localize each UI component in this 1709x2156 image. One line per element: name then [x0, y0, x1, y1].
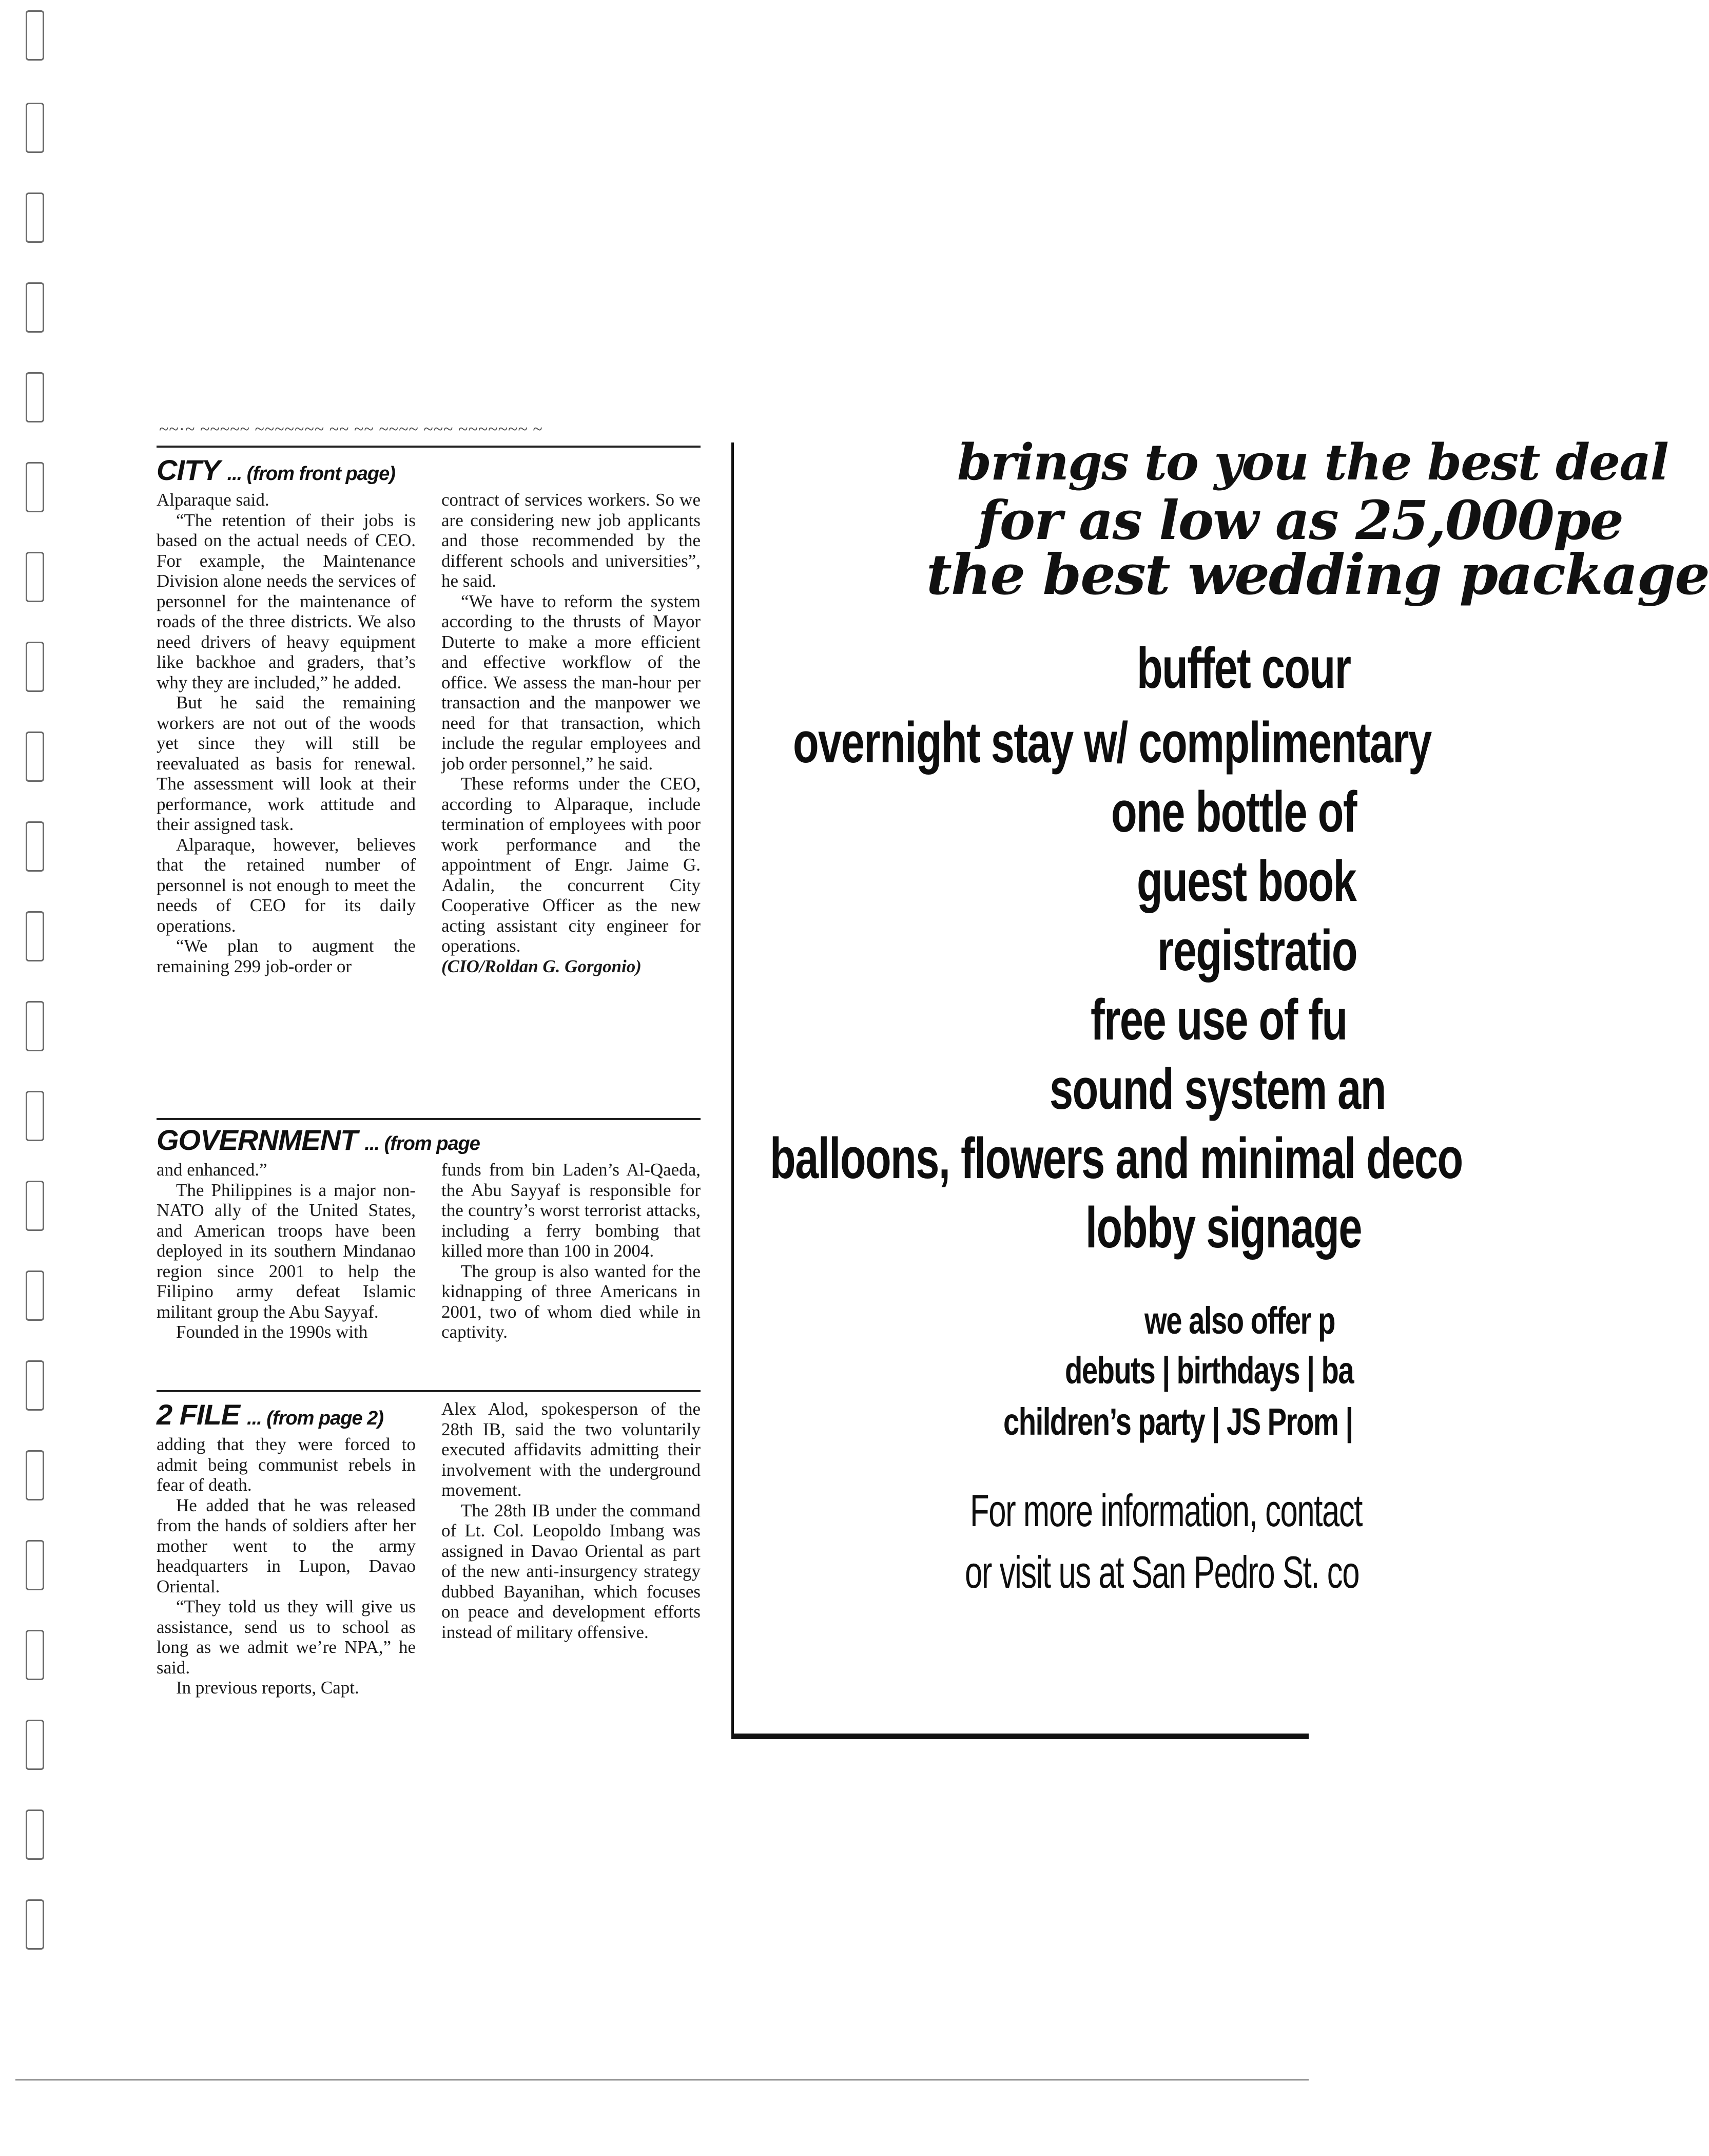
article-column: funds from bin Laden’s Al-Qaeda, the Abu Sayyaf is responsible for the country’s worst terrorist attacks, including a ferry bombing that killed more than 100 in 2004. The group is also wanted for the kidnapping of three Americans in 2001, two of whom died while in captivity.: [441, 1160, 701, 1342]
ad-feature: sound system an: [1050, 1057, 1386, 1121]
article-kicker: 2 FILE ... (from page 2): [157, 1398, 383, 1431]
binder-hole: [26, 1540, 44, 1590]
binder-hole: [26, 1810, 44, 1860]
ad-script-line: for as low as 25,000pe: [978, 489, 1623, 552]
binder-hole: [26, 1720, 44, 1770]
ad-also-offer: we also offer p: [1144, 1299, 1335, 1342]
binder-hole: [26, 1899, 44, 1950]
article-column: Alex Alod, spokesperson of the 28th IB, said the two voluntarily executed affidavits admitting their involvement with the underground movement. The 28th IB under the command of Lt. Col. Leopoldo Imbang was assigned in Davao Oriental as part of the new anti-insurgency strategy dubbed Bayanihan, which focuses on peace and development efforts instead of military offensive.: [441, 1399, 701, 1642]
binder-hole: [26, 821, 44, 872]
binder-hole: [26, 732, 44, 782]
binder-hole: [26, 642, 44, 692]
clipped-headline: ~~·~ ~~~~~ ~~~~~~~ ~~ ~~ ~~~~ ~~~ ~~~~~~~ ~: [159, 420, 543, 439]
article-column: Alparaque said. “The retention of their jobs is based on the actual needs of CEO. For example, the Maintenance Division alone needs the services of personnel for the maintenance of roads of the three districts. We also need drivers of heavy equipment like backhoe and graders, that’s why they are included,” he added. But he said the remaining workers are not out of the woods yet since they will still be reevaluated as basis for renewal. The assessment will look at their performance, work attitude and their assigned task. Alparaque, however, believes that the retained number of personnel is not enough to meet the needs of CEO for its daily operations. “We plan to augment the remaining 299 job-order or: [157, 490, 416, 976]
ad-script-line: the best wedding package: [926, 543, 1709, 607]
article-credit: (CIO/Roldan G. Gorgonio): [441, 956, 642, 976]
ad-feature: one bottle of: [1111, 780, 1356, 844]
page-bottom-rule: [15, 2079, 1309, 2081]
ad-events: debuts | birthdays | ba: [1065, 1349, 1354, 1392]
article-column: and enhanced.” The Philippines is a major non-NATO ally of the United States, and American troops have been deployed in its southern Mindanao region since 2001 to help the Filipino army defeat Islamic militant group the Abu Sayyaf. Founded in the 1990s with: [157, 1160, 416, 1342]
section-rule: [157, 1390, 701, 1392]
article-file: [157, 1399, 701, 1698]
binder-hole: [26, 552, 44, 602]
binder-hole: [26, 462, 44, 512]
ad-feature: guest book: [1137, 849, 1356, 913]
top-rule: [157, 446, 701, 448]
section-rule: [157, 1118, 701, 1120]
ad-script-line: brings to you the best deal: [957, 433, 1668, 491]
article-kicker: GOVERNMENT ... (from page: [157, 1124, 480, 1156]
article-government: [157, 1124, 701, 1342]
binder-hole: [26, 1270, 44, 1321]
binder-hole: [26, 1001, 44, 1051]
article-city: [157, 454, 701, 976]
ad-feature: overnight stay w/ complimentary: [793, 710, 1431, 775]
binder-hole: [26, 103, 44, 153]
ad-feature: balloons, flowers and minimal deco: [770, 1126, 1463, 1190]
binder-hole: [26, 1091, 44, 1141]
ad-contact: For more information, contact: [970, 1485, 1362, 1536]
ad-border: [731, 442, 734, 1739]
wedding-advertisement: [731, 433, 1709, 1739]
ad-feature: lobby signage: [1085, 1196, 1362, 1260]
binder-hole: [26, 1450, 44, 1500]
article-kicker: CITY ... (from front page): [157, 454, 395, 486]
ad-contact: or visit us at San Pedro St. co: [965, 1547, 1360, 1597]
binder-hole: [26, 911, 44, 961]
article-column: 2 FILE ... (from page 2) adding that they were forced to admit being communist rebels in fear of death. He added that he was released from the hands of soldiers after her mother went to the army headquarters in Lupon, Davao Oriental. “They told us they will give us assistance, send us to school as long as we admit we’re NPA,” he said. In previous reports, Capt.: [157, 1398, 416, 1698]
binder-hole: [26, 1630, 44, 1680]
binder-hole: [26, 192, 44, 243]
binder-holes: [26, 10, 51, 1971]
article-column: contract of services workers. So we are considering new job applicants and those recommended by the different schools and universities”, he said. “We have to reform the system according to the thrusts of Mayor Duterte to make a more efficient and effective workflow of the office. We assess the man-hour per transaction and the manpower we need for that transaction, which include the regular employees and job order personnel,” he said. These reforms under the CEO, according to Alparaque, include termination of employees with poor work performance and the appointment of Engr. Jaime G. Adalin, the concurrent City Cooperative Officer as the new acting assistant city engineer for operations. (CIO/Roldan G. Gorgonio): [441, 490, 701, 976]
binder-hole: [26, 1360, 44, 1411]
ad-feature: free use of fu: [1091, 988, 1347, 1052]
ad-feature: registratio: [1157, 918, 1357, 983]
ad-border: [731, 1734, 1309, 1739]
binder-hole: [26, 282, 44, 333]
binder-hole: [26, 1181, 44, 1231]
binder-hole: [26, 10, 44, 61]
binder-hole: [26, 372, 44, 422]
ad-feature: buffet cour: [1137, 636, 1351, 700]
ad-events: children’s party | JS Prom |: [1003, 1400, 1353, 1443]
